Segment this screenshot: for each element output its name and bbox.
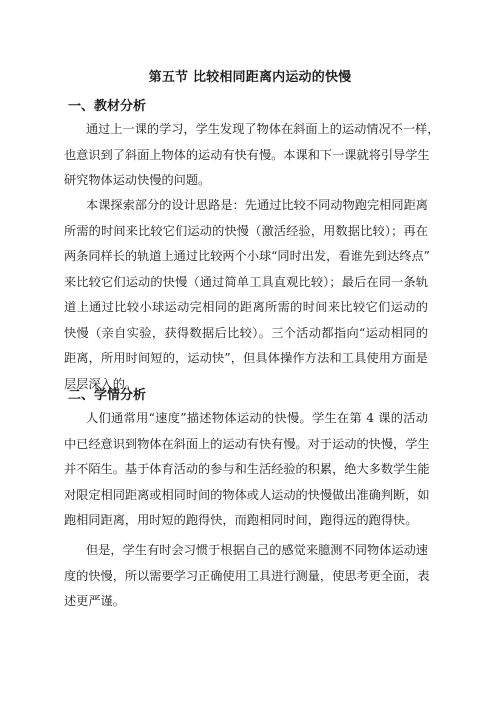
text-line: 度的快慢，所以需要学习正确使用工具进行测量，使思考更全面，表 (64, 568, 430, 583)
text-line: 跑相同距离，用时短的跑得快，而跑相同时间，跑得远的跑得快。 (64, 513, 418, 527)
paragraph (64, 538, 430, 615)
text-line: 研究物体运动快慢的问题。 (64, 173, 211, 187)
text-line: 人们通常用“速度”描述物体运动的快慢。学生在第 4 课的活动 (86, 411, 428, 425)
text-line: 距离，所用时间短的，运动快”，但具体操作方法和工具使用方面是 (64, 351, 428, 365)
text-line: 中已经意识到物体在斜面上的运动有快有慢。对于运动的快慢，学生 (64, 436, 430, 451)
text-line: 两条同样长的轨道上通过比较两个小球“同时出发，看谁先到达终点” (64, 249, 430, 263)
section-heading-textbook-analysis: 一、教材分析 (68, 99, 147, 114)
text-line: 通过上一课的学习，学生发现了物体在斜面上的运动情况不一样， (86, 122, 440, 136)
text-line: 述更严谨。 (64, 594, 125, 608)
text-line: 但是，学生有时会习惯于根据自己的感觉来臆测不同物体运动速 (86, 543, 428, 557)
text-line: 道上通过比较小球运动完相同的距离所需的时间来比较它们运动的 (64, 300, 428, 314)
text-line: 层层深入的。 (64, 376, 138, 391)
text-line: 所需的时间来比较它们运动的快慢（激活经验，用数据比较）；再在 (64, 223, 428, 238)
text-line: 本课探索部分的设计思路是：先通过比较不同动物跑完相同距离 (86, 198, 428, 212)
section-heading-student-analysis: 二、学情分析 (68, 388, 147, 403)
text-line: 并不陌生。基于体育活动的参与和生活经验的积累，绝大多数学生能 (64, 462, 430, 476)
text-line: 快慢（亲自实验，获得数据后比较）。三个活动都指向“运动相同的 (64, 325, 428, 340)
text-line: 来比较它们运动的快慢（通过简单工具直观比较）；最后在同一条轨 (64, 274, 428, 289)
paragraph (64, 117, 440, 194)
paragraph (64, 406, 430, 534)
text-line: 对限定相同距离或相同时间的物体或人运动的快慢做出准确判断，如 (64, 487, 430, 502)
text-line: 也意识到了斜面上物体的运动有快有慢。本课和下一课就将引导学生 (64, 147, 430, 162)
page-title: 第五节 比较相同距离内运动的快慢 (148, 70, 352, 85)
